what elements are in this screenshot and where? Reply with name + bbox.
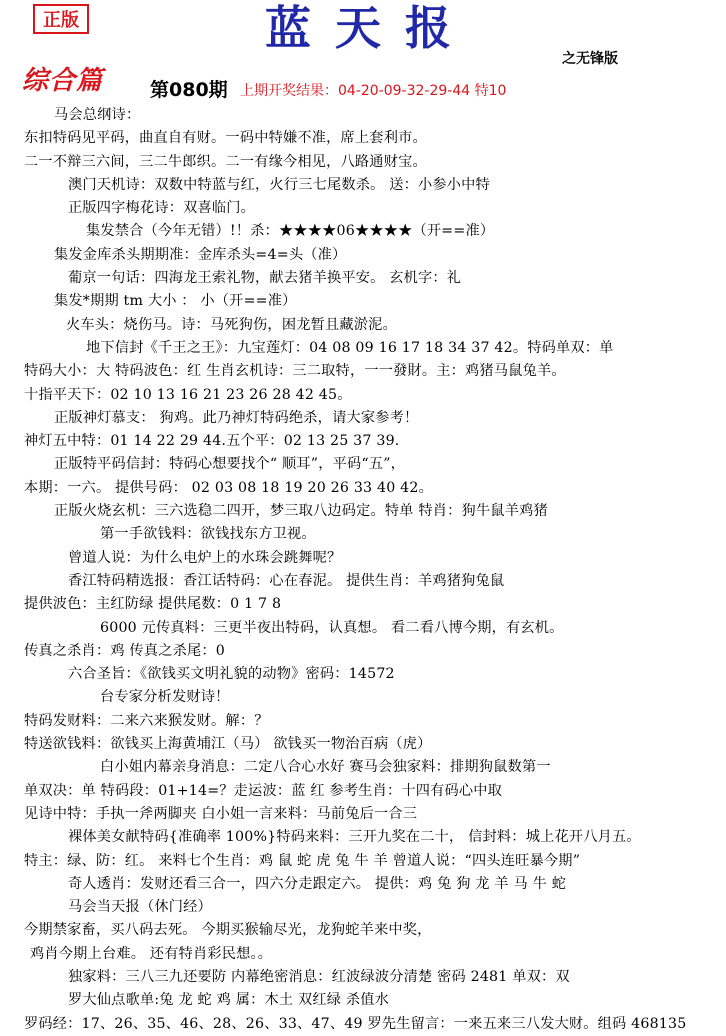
text-line: 六合圣旨：《欲钱买文明礼貌的动物》密码：14572 [68,666,395,683]
article-body [0,104,726,1036]
text-line: 白小姐内幕亲身消息：二定八合心水好 赛马会独家料：排期狗鼠数第一 [100,759,551,776]
text-line: 传真之杀肖：鸡 传真之杀尾：0 [24,642,225,659]
text-line: 澳门天机诗：双数中特蓝与红，火行三七尾数杀。 送：小参小中特 [68,176,490,193]
text-line: 二一不辩三六间，三二牛郎织。二一有缘今相见，八路通财宝。 [24,153,427,170]
text-line: 马会总纲诗： [54,107,141,123]
text-line: 罗码经：17、26、35、46、28、26、33、47、49 罗先生留言：一来五来三八发大财。组码 468135 [24,1015,687,1032]
edition-label: 之无锋版 [562,51,618,67]
text-line: 今期禁家畜，买八码去死。 今期买猴输尽光，龙狗蛇羊来中奖， [24,922,432,939]
text-line: 曾道人说：为什么电炉上的水珠会跳舞呢？ [68,549,342,566]
text-line: 马会当天报（休门经） [68,899,212,916]
text-line: 集发金库杀头期期准：金库杀头=4=头（准） [54,246,347,263]
section-title: 综合篇 [22,66,104,96]
text-line: 葡京一句话：四海龙王索礼物，献去猪羊换平安。 玄机字：礼 [68,270,462,287]
text-line: 集发禁合（今年无错）!！杀：★★★★06★★★★（开==准） [86,223,495,240]
text-line: 正版特平码信封：特码心想要找个“ 顺耳”，平码“五”， [54,456,406,473]
text-line: 本期：一六。 提供号码： 02 03 08 18 19 20 26 33 40 42。 [24,479,433,496]
text-line: 正版火烧玄机：三六选稳二四开，梦三取八边码定。特单 特肖：狗牛鼠羊鸡猪 [54,503,548,520]
text-line: 正版四字梅花诗：双喜临门。 [68,200,256,217]
last-results: 上期开奖结果：04-20-09-32-29-44 特10 [240,83,507,99]
text-line: 特送欲钱料：欲钱买上海黄埔江（马） 欲钱买一物治百病（虎） [24,736,432,753]
text-line: 6000 元传真料：三更半夜出特码，认真想。 看二看八博今期，有玄机。 [100,619,564,636]
text-line: 东扣特码见平码，曲直自有财。一码中特嫌不准，席上套利市。 [24,130,427,147]
text-line: 火车头：烧伤马。诗：马死狗伤，困龙暂且藏淤泥。 [66,316,397,333]
text-line: 提供波色：主红防绿 提供尾数：0 1 7 8 [24,596,282,613]
text-line: 独家料：三八三九还要防 内幕绝密消息：红波绿波分清楚 密码 2481 单双：双 [68,968,570,985]
text-line: 罗大仙点歌单:兔 龙 蛇 鸡 属：木土 双红绿 杀值水 [68,992,389,1009]
text-line: 裸体美女献特码{准确率 100%}特码来料：三开九奖在二十， 信封料：城上花开八月五。 [68,829,641,846]
text-line: 第一手欲钱料：欲钱找东方卫视。 [100,526,316,543]
text-line: 集发*期期 tm 大小 ： 小（开==准） [54,293,297,310]
genuine-stamp: 正版 [33,4,89,34]
text-line: 特码发财料：二来六来猴发财。解：？ [24,712,269,729]
text-line: 正版神灯慕支： 狗鸡。此乃神灯特码绝杀，请大家参考！ [54,409,419,426]
issue-number: 第080期 [150,79,228,101]
text-line: 单双决：单 特码段：01+14=？走运波：蓝 红 参考生肖：十四有码心中取 [24,782,503,799]
text-line: 台专家分析发财诗！ [100,689,230,706]
masthead-title: 蓝天报 [265,1,475,55]
text-line: 香江特码精选报：香江话特码：心在春泥。 提供生肖：羊鸡猪狗兔鼠 [68,572,505,589]
text-line: 地下信封《千王之王》：九宝莲灯：04 08 09 16 17 18 34 37 42。特码单双：单 [86,339,614,356]
text-line: 神灯五中特：01 14 22 29 44.五个平：02 13 25 37 39. [24,433,400,450]
text-line: 特码大小：大 特码波色：红 生肖玄机诗：三二取特，一一發財。主：鸡猪马鼠兔羊。 [24,363,566,380]
text-line: 鸡肖今期上台难。 还有特肖彩民想。。 [30,945,273,962]
text-line: 见诗中特：手执一斧两脚夹 白小姐一言来料：马前兔后一合三 [24,805,418,822]
text-line: 特主：绿、防：红。 来料七个生肖：鸡 鼠 蛇 虎 兔 牛 羊 曾道人说：“四头连旺暴今期” [24,852,581,869]
text-line: 十指平天下：02 10 13 16 21 23 26 28 42 45。 [24,386,352,403]
text-line: 奇人透肖：发财还看三合一，四六分走跟定六。 提供：鸡 兔 狗 龙 羊 马 牛 蛇 [68,875,567,892]
